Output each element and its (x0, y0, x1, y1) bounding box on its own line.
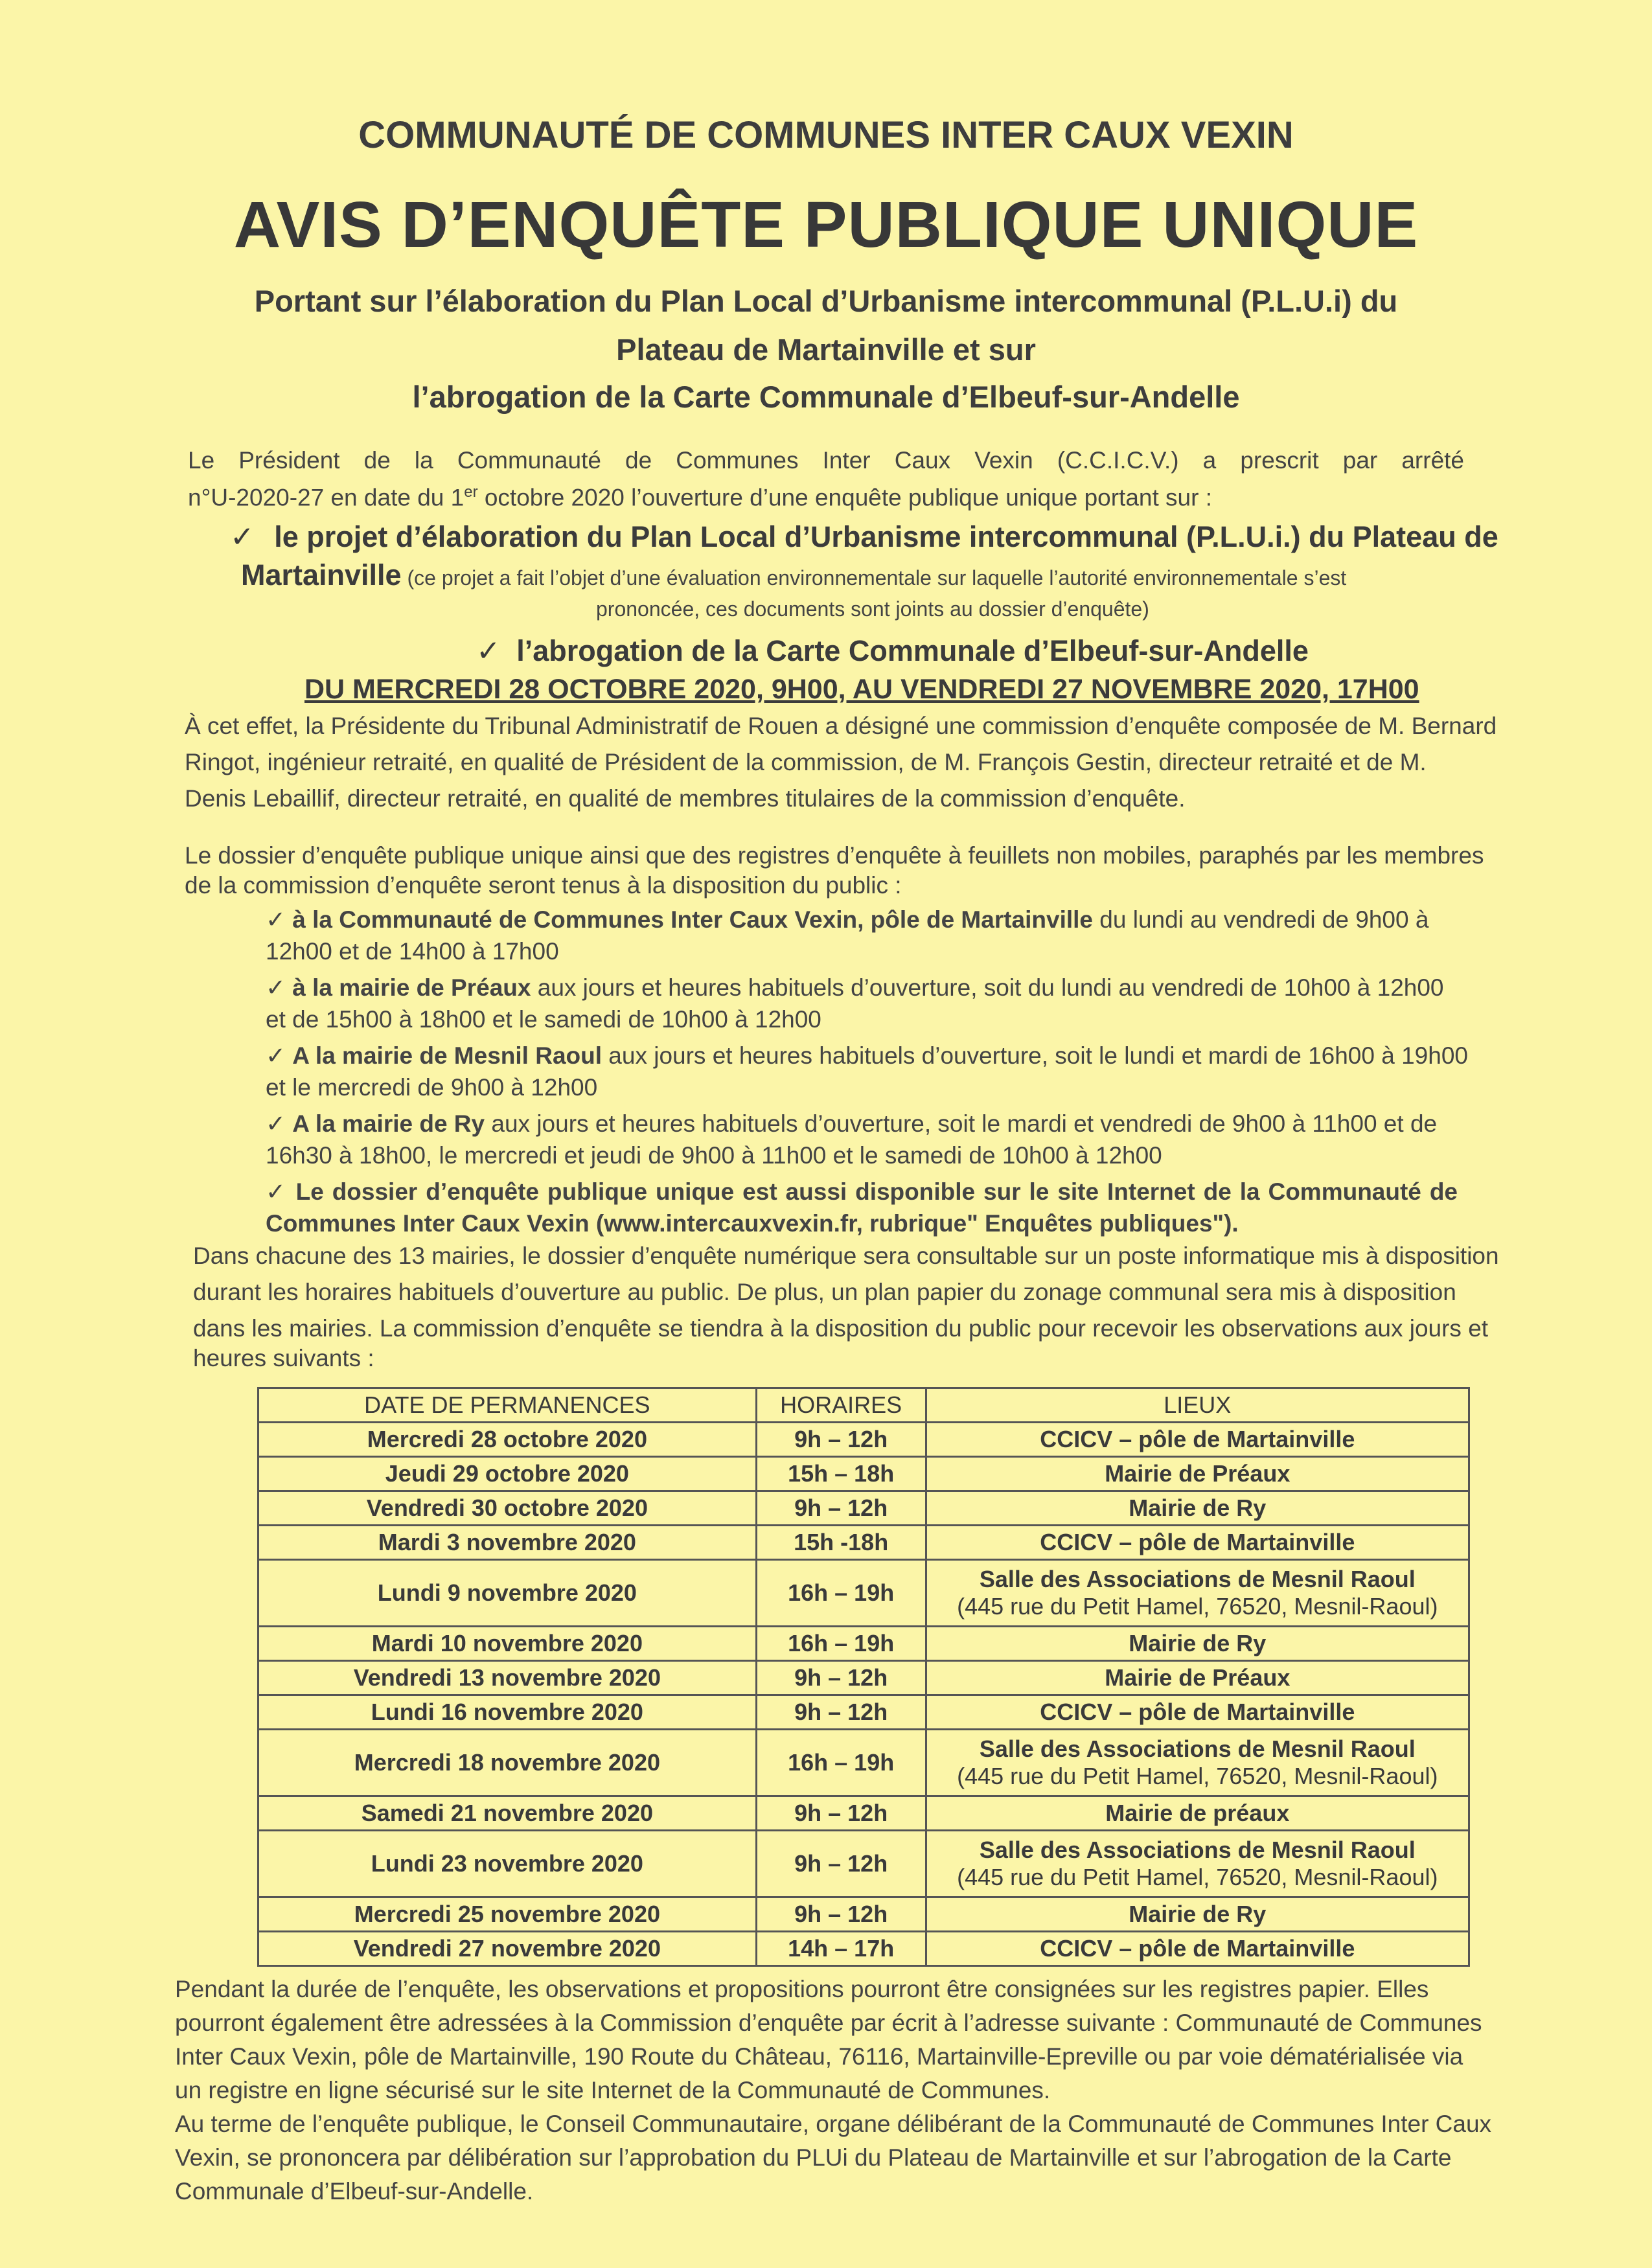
cell-place (926, 1661, 1469, 1695)
header-hours: HORAIRES (756, 1388, 926, 1423)
place-name: Mairie de préaux (1105, 1800, 1290, 1826)
cell-hours: 9h – 12h (756, 1661, 926, 1695)
cell-place (926, 1932, 1469, 1966)
cell-date: Mercredi 28 octobre 2020 (258, 1423, 757, 1457)
place-name: Mairie de Préaux (1105, 1664, 1291, 1691)
table-row (258, 1897, 1469, 1932)
place-name: Mairie de Préaux (1105, 1460, 1291, 1487)
subtitle-line-3: l’abrogation de la Carte Communale d’Elbeuf-sur-Andelle (412, 380, 1240, 414)
cell-date: Mardi 3 novembre 2020 (258, 1526, 757, 1560)
cell-date: Vendredi 27 novembre 2020 (258, 1932, 757, 1966)
intro-line-1: Le Président de la Communauté de Communes Inter Caux Vexin (C.C.I.C.V.) a prescrit par arrêté (188, 447, 1464, 474)
cell-date: Lundi 9 novembre 2020 (258, 1560, 757, 1627)
observations-line-2: pourront également être adressées à la Commission d’enquête par écrit à l’adresse suivante : Communauté de Communes (175, 2010, 1482, 2036)
table-row (258, 1695, 1469, 1730)
cell-hours: 15h -18h (756, 1526, 926, 1560)
location-item-3-line-2: et le mercredi de 9h00 à 12h00 (266, 1074, 598, 1101)
project-item-1-cont: Martainville (ce projet a fait l’objet d’une évaluation environnementale sur laquelle l’autorité environnementale s’est (241, 558, 1347, 591)
page-title: AVIS D’ENQUÊTE PUBLIQUE UNIQUE (233, 189, 1419, 261)
cell-date: Lundi 23 novembre 2020 (258, 1831, 757, 1897)
dossier-intro-line-2: de la commission d’enquête seront tenus à la disposition du public : (185, 872, 902, 899)
table-row (258, 1796, 1469, 1831)
project-item-1: ✓ le projet d’élaboration du Plan Local d’Urbanisme intercommunal (P.L.U.i.) du Plateau de (230, 520, 1498, 554)
cell-place (926, 1831, 1469, 1897)
enquiry-dates: DU MERCREDI 28 OCTOBRE 2020, 9H00, AU VENDREDI 27 NOVEMBRE 2020, 17H00 (304, 674, 1419, 705)
location-item-2: ✓ à la mairie de Préaux aux jours et heures habituels d’ouverture, soit du lundi au vendredi de 10h00 à 12h00 (266, 974, 1444, 1002)
commission-line-2: Ringot, ingénieur retraité, en qualité de Président de la commission, de M. François Gestin, directeur retraité et de M. (185, 749, 1427, 775)
place-name: CCICV – pôle de Martainville (1040, 1529, 1355, 1555)
cell-date: Mercredi 18 novembre 2020 (258, 1730, 757, 1796)
place-name: Mairie de Ry (1129, 1630, 1267, 1656)
table-header-row (258, 1388, 1469, 1423)
place-name: CCICV – pôle de Martainville (1040, 1426, 1355, 1452)
checkmark-icon: ✓ (266, 1178, 288, 1206)
cell-hours: 9h – 12h (756, 1831, 926, 1897)
cell-place (926, 1423, 1469, 1457)
table-row (258, 1491, 1469, 1526)
location-item-1: ✓ à la Communauté de Communes Inter Caux Vexin, pôle de Martainville du lundi au vendredi de 9h00 à (266, 906, 1429, 934)
checkmark-icon: ✓ (266, 1110, 286, 1138)
place-name: Salle des Associations de Mesnil Raoul (979, 1566, 1416, 1592)
cell-place (926, 1730, 1469, 1796)
internet-line-1: ✓ Le dossier d’enquête publique unique est aussi disponible sur le site Internet de la Communauté de (266, 1178, 1458, 1206)
observations-line-4: un registre en ligne sécurisé sur le site Internet de la Communauté de Communes. (175, 2077, 1051, 2103)
cell-place (926, 1695, 1469, 1730)
place-name: CCICV – pôle de Martainville (1040, 1699, 1355, 1725)
cell-hours: 16h – 19h (756, 1730, 926, 1796)
observations-line-1: Pendant la durée de l’enquête, les observations et propositions pourront être consignées sur les registres papier. Elles (175, 1976, 1429, 2002)
cell-place (926, 1457, 1469, 1491)
cell-hours: 14h – 17h (756, 1932, 926, 1966)
place-name: Salle des Associations de Mesnil Raoul (979, 1837, 1416, 1863)
cell-hours: 9h – 12h (756, 1491, 926, 1526)
cell-place (926, 1796, 1469, 1831)
table-row (258, 1560, 1469, 1627)
table-row (258, 1730, 1469, 1796)
location-item-2-line-2: et de 15h00 à 18h00 et le samedi de 10h00 à 12h00 (266, 1006, 821, 1033)
cell-hours: 16h – 19h (756, 1560, 926, 1627)
permanences-table (257, 1387, 1470, 1967)
cell-hours: 9h – 12h (756, 1423, 926, 1457)
cell-place (926, 1491, 1469, 1526)
subtitle-line-2: Plateau de Martainville et sur (616, 332, 1036, 367)
cell-date: Jeudi 29 octobre 2020 (258, 1457, 757, 1491)
table-row (258, 1526, 1469, 1560)
mairies-line-3: dans les mairies. La commission d’enquête se tiendra à la disposition du public pour recevoir les observations aux jours et (193, 1315, 1489, 1342)
table-row (258, 1932, 1469, 1966)
cell-place (926, 1897, 1469, 1932)
checkmark-icon: ✓ (266, 1042, 286, 1070)
cell-place (926, 1627, 1469, 1661)
header-place: LIEUX (926, 1388, 1469, 1423)
project-item-1-note: prononcée, ces documents sont joints au dossier d’enquête) (596, 597, 1149, 621)
cell-date: Lundi 16 novembre 2020 (258, 1695, 757, 1730)
cell-hours: 9h – 12h (756, 1796, 926, 1831)
observations-line-3: Inter Caux Vexin, pôle de Martainville, 190 Route du Château, 76116, Martainville-Epreville ou par voie dématérialisée via (175, 2043, 1463, 2070)
checkmark-icon: ✓ (266, 906, 286, 934)
cell-date: Mardi 10 novembre 2020 (258, 1627, 757, 1661)
checkmark-icon: ✓ (476, 634, 501, 668)
checkmark-icon: ✓ (230, 520, 255, 554)
location-item-3: ✓ A la mairie de Mesnil Raoul aux jours et heures habituels d’ouverture, soit le lundi et mardi de 16h00 à 19h00 (266, 1042, 1468, 1070)
subtitle-line-1: Portant sur l’élaboration du Plan Local d’Urbanisme intercommunal (P.L.U.i) du (254, 284, 1398, 318)
mairies-line-2: durant les horaires habituels d’ouverture au public. De plus, un plan papier du zonage communal sera mis à disposition (193, 1279, 1456, 1305)
table-row (258, 1457, 1469, 1491)
internet-line-2: Communes Inter Caux Vexin (www.intercauxvexin.fr, rubrique" Enquêtes publiques"). (266, 1210, 1239, 1237)
cell-place (926, 1560, 1469, 1627)
location-item-4: ✓ A la mairie de Ry aux jours et heures habituels d’ouverture, soit le mardi et vendredi de 9h00 à 11h00 et de (266, 1110, 1438, 1138)
conclusion-line-2: Vexin, se prononcera par délibération sur l’approbation du PLUi du Plateau de Martainville et sur l’abrogation de la Carte (175, 2144, 1452, 2171)
table-row (258, 1423, 1469, 1457)
mairies-line-1: Dans chacune des 13 mairies, le dossier d’enquête numérique sera consultable sur un poste informatique mis à disposition (193, 1243, 1499, 1269)
table-row (258, 1831, 1469, 1897)
cell-hours: 9h – 12h (756, 1695, 926, 1730)
cell-hours: 16h – 19h (756, 1627, 926, 1661)
cell-place (926, 1526, 1469, 1560)
place-address: (445 rue du Petit Hamel, 76520, Mesnil-Raoul) (957, 1864, 1438, 1890)
cell-hours: 9h – 12h (756, 1897, 926, 1932)
cell-date: Mercredi 25 novembre 2020 (258, 1897, 757, 1932)
cell-date: Vendredi 30 octobre 2020 (258, 1491, 757, 1526)
dossier-intro-line-1: Le dossier d’enquête publique unique ainsi que des registres d’enquête à feuillets non mobiles, paraphés par les membres (185, 842, 1484, 869)
location-item-1-line-2: 12h00 et de 14h00 à 17h00 (266, 938, 559, 965)
mairies-line-4: heures suivants : (193, 1345, 374, 1371)
table-row (258, 1661, 1469, 1695)
place-name: Mairie de Ry (1129, 1901, 1267, 1927)
checkmark-icon: ✓ (266, 974, 286, 1002)
intro-line-2: n°U-2020-27 en date du 1er octobre 2020 l’ouverture d’une enquête publique unique portant sur : (188, 483, 1213, 511)
header-date: DATE DE PERMANENCES (258, 1388, 757, 1423)
place-name: Mairie de Ry (1129, 1495, 1267, 1521)
place-address: (445 rue du Petit Hamel, 76520, Mesnil-Raoul) (957, 1763, 1438, 1789)
commission-line-3: Denis Lebaillif, directeur retraité, en qualité de membres titulaires de la commission d’enquête. (185, 785, 1186, 812)
conclusion-line-3: Communale d’Elbeuf-sur-Andelle. (175, 2178, 534, 2205)
table-row (258, 1627, 1469, 1661)
commission-line-1: À cet effet, la Présidente du Tribunal Administratif de Rouen a désigné une commission d’enquête composée de M. Bernard (185, 713, 1497, 739)
place-name: CCICV – pôle de Martainville (1040, 1935, 1355, 1962)
cell-hours: 15h – 18h (756, 1457, 926, 1491)
place-address: (445 rue du Petit Hamel, 76520, Mesnil-Raoul) (957, 1593, 1438, 1620)
cell-date: Vendredi 13 novembre 2020 (258, 1661, 757, 1695)
cell-date: Samedi 21 novembre 2020 (258, 1796, 757, 1831)
organization-heading: COMMUNAUTÉ DE COMMUNES INTER CAUX VEXIN (358, 114, 1294, 156)
conclusion-line-1: Au terme de l’enquête publique, le Conseil Communautaire, organe délibérant de la Communauté de Communes Inter Caux (175, 2111, 1492, 2137)
place-name: Salle des Associations de Mesnil Raoul (979, 1735, 1416, 1762)
location-item-4-line-2: 16h30 à 18h00, le mercredi et jeudi de 9h00 à 11h00 et le samedi de 10h00 à 12h00 (266, 1142, 1162, 1169)
project-item-2: ✓ l’abrogation de la Carte Communale d’Elbeuf-sur-Andelle (476, 634, 1309, 668)
